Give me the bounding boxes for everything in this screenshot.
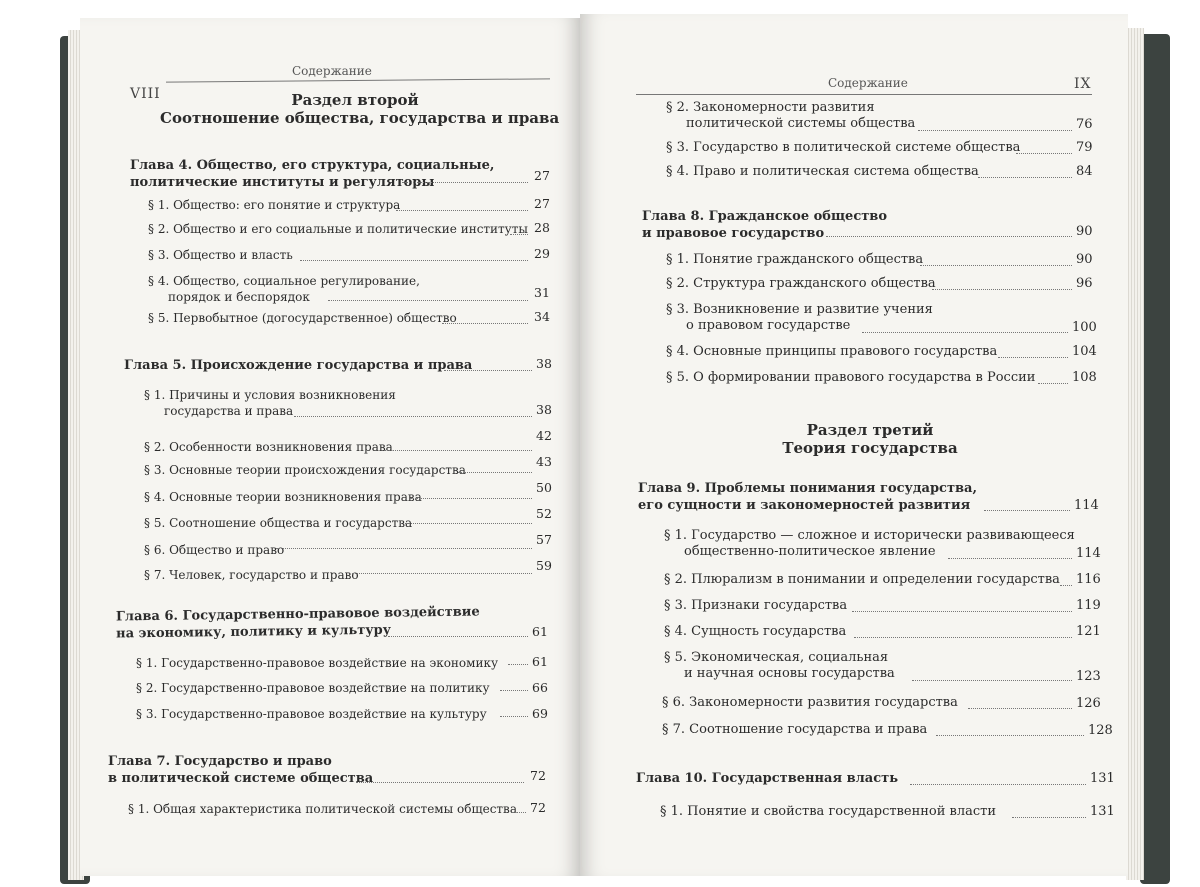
toc-item: § 2. Плюрализм в понимании и определении государства xyxy=(664,572,1060,587)
toc-item: § 4. Общество, социальное регулирование, порядок и беспорядок xyxy=(148,274,420,304)
leader-dots xyxy=(510,234,528,235)
page-number: 38 xyxy=(536,356,552,371)
toc-item: § 3. Возникновение и развитие учения о правовом государстве xyxy=(666,302,933,333)
page-number: 34 xyxy=(534,309,550,324)
leader-dots xyxy=(912,680,1072,681)
leader-dots xyxy=(998,357,1068,358)
toc-item: § 5. О формировании правового государства в России xyxy=(666,370,1036,385)
page-number: 123 xyxy=(1076,669,1101,684)
toc-item: § 1. Государство — сложное и исторически развивающееся общественно-политическое явление xyxy=(664,528,1075,559)
page-number: 27 xyxy=(534,196,550,211)
page-number: 29 xyxy=(534,246,550,261)
page-number: 100 xyxy=(1072,320,1097,335)
page-number: 131 xyxy=(1090,771,1115,786)
page-number: 31 xyxy=(534,285,550,300)
page-number: 50 xyxy=(536,480,552,495)
folio: VIII xyxy=(130,86,161,102)
leader-dots xyxy=(356,782,524,783)
leader-dots xyxy=(910,784,1086,785)
leader-dots xyxy=(388,636,528,637)
toc-item: § 1. Общество: его понятие и структура xyxy=(148,198,401,212)
toc-item: § 2. Закономерности развития политической системы общества xyxy=(666,100,916,131)
page-number: 108 xyxy=(1072,370,1097,385)
toc-item: § 1. Общая характеристика политической системы общества xyxy=(128,802,517,816)
toc-item: § 7. Соотношение государства и права xyxy=(662,722,928,737)
toc-item: § 3. Государство в политической системе общества xyxy=(666,140,1021,155)
toc-item: § 7. Человек, государство и право xyxy=(144,568,359,582)
leader-dots xyxy=(442,323,528,324)
toc-item: § 1. Причины и условия возникновения государства и права xyxy=(144,388,396,418)
leader-dots xyxy=(500,690,528,691)
leader-dots xyxy=(968,708,1072,709)
page-number: 72 xyxy=(530,800,546,815)
leader-dots xyxy=(458,472,532,473)
page-number: 61 xyxy=(532,654,548,669)
page-number: 69 xyxy=(532,706,548,721)
leader-dots xyxy=(1016,153,1072,154)
toc-item: § 4. Сущность государства xyxy=(664,624,847,639)
leader-dots xyxy=(862,332,1068,333)
leader-dots xyxy=(854,637,1072,638)
leader-dots xyxy=(852,611,1072,612)
page-number: 128 xyxy=(1088,723,1113,738)
leader-dots xyxy=(300,260,528,261)
toc-item: § 3. Общество и власть xyxy=(148,248,293,262)
leader-dots xyxy=(978,177,1072,178)
chapter-heading: Глава 6. Государственно-правовое воздействие на экономику, политику и культуру xyxy=(115,604,480,642)
leader-dots xyxy=(932,289,1072,290)
section-label: Раздел второй xyxy=(291,91,419,109)
toc-item: § 1. Понятие гражданского общества xyxy=(666,252,924,267)
section-title: Теория государства xyxy=(782,439,958,457)
leader-dots xyxy=(500,716,528,717)
section-label: Раздел третий xyxy=(806,421,934,439)
leader-dots xyxy=(1060,585,1072,586)
page-number: 84 xyxy=(1076,164,1093,179)
leader-dots xyxy=(384,450,532,451)
leader-dots xyxy=(920,265,1072,266)
page-number: 131 xyxy=(1090,804,1115,819)
section-heading xyxy=(160,91,560,127)
leader-dots xyxy=(396,210,528,211)
leader-dots xyxy=(352,573,532,574)
page-number: 90 xyxy=(1076,224,1093,239)
page-number: 104 xyxy=(1072,344,1097,359)
page-number: 28 xyxy=(534,220,550,235)
toc-item: § 4. Право и политическая система общества xyxy=(666,164,979,179)
toc-item: § 5. Экономическая, социальная и научная основы государства xyxy=(664,650,895,681)
page-number: 52 xyxy=(536,506,552,521)
page-number: 27 xyxy=(534,168,550,183)
left-page xyxy=(80,18,580,876)
chapter-heading: Глава 9. Проблемы понимания государства, его сущности и закономерностей развития xyxy=(638,481,977,513)
page-number: 116 xyxy=(1076,572,1101,587)
toc-item: § 1. Государственно-правовое воздействие на экономику xyxy=(136,656,499,670)
book-cover-right xyxy=(1140,34,1170,884)
page-number: 42 xyxy=(536,428,552,443)
page-number: 57 xyxy=(536,532,552,547)
toc-item: § 3. Государственно-правовое воздействие на культуру xyxy=(136,707,487,721)
section-title: Соотношение общества, государства и права xyxy=(160,109,560,127)
leader-dots xyxy=(1012,817,1086,818)
page-number: 38 xyxy=(536,402,552,417)
page-number: 43 xyxy=(536,454,552,469)
leader-dots xyxy=(294,416,532,417)
toc-item: § 6. Закономерности развития государства xyxy=(662,695,958,710)
toc-item: § 2. Особенности возникновения права xyxy=(144,440,393,454)
leader-dots xyxy=(276,548,532,549)
page-number: 72 xyxy=(530,768,546,783)
header-rule xyxy=(166,78,550,82)
chapter-heading: Глава 5. Происхождение государства и права xyxy=(124,358,473,373)
leader-dots xyxy=(984,510,1070,511)
chapter-heading: Глава 8. Гражданское общество и правовое государство xyxy=(642,209,887,241)
toc-item: § 3. Признаки государства xyxy=(664,598,848,613)
page-number: 61 xyxy=(532,624,548,639)
section-heading xyxy=(640,421,1100,457)
toc-item: § 4. Основные теории возникновения права xyxy=(144,490,422,504)
toc-item: § 4. Основные принципы правового государства xyxy=(666,344,998,359)
leader-dots xyxy=(1038,383,1068,384)
header-rule xyxy=(636,94,1092,95)
leader-dots xyxy=(328,300,528,301)
page-number: 76 xyxy=(1076,117,1093,132)
leader-dots xyxy=(936,735,1084,736)
toc-item: § 2. Структура гражданского общества xyxy=(666,276,936,291)
leader-dots xyxy=(948,558,1072,559)
page-number: 59 xyxy=(536,558,552,573)
chapter-heading: Глава 7. Государство и право в политической системе общества xyxy=(108,754,374,786)
running-head: Содержание xyxy=(828,76,908,90)
leader-dots xyxy=(508,664,528,665)
toc-item: § 5. Соотношение общества и государства xyxy=(144,516,413,530)
folio: IX xyxy=(1074,76,1092,92)
toc-item: § 6. Общество и право xyxy=(144,543,285,557)
toc-item: § 5. Первобытное (догосударственное) общество xyxy=(148,311,457,325)
toc-item: § 2. Общество и его социальные и политические институты xyxy=(148,222,528,236)
leader-dots xyxy=(402,182,528,183)
chapter-heading: Глава 10. Государственная власть xyxy=(636,771,899,786)
page-number: 79 xyxy=(1076,140,1093,155)
toc-item: § 1. Понятие и свойства государственной власти xyxy=(660,804,996,819)
leader-dots xyxy=(410,498,532,499)
page-number: 66 xyxy=(532,680,548,695)
leader-dots xyxy=(826,236,1072,237)
page-number: 96 xyxy=(1076,276,1093,291)
chapter-heading: Глава 4. Общество, его структура, социальные, политические институты и регуляторы xyxy=(130,158,495,190)
page-number: 121 xyxy=(1076,624,1101,639)
page-number: 126 xyxy=(1076,696,1101,711)
running-head: Содержание xyxy=(292,64,372,78)
leader-dots xyxy=(444,370,532,371)
page-number: 119 xyxy=(1076,598,1101,613)
leader-dots xyxy=(918,130,1072,131)
leader-dots xyxy=(512,812,526,813)
page-edges-right xyxy=(1126,28,1144,880)
toc-item: § 2. Государственно-правовое воздействие на политику xyxy=(136,681,490,695)
right-page xyxy=(580,14,1128,876)
page-number: 114 xyxy=(1076,546,1101,561)
leader-dots xyxy=(400,523,532,524)
page-number: 114 xyxy=(1074,498,1099,513)
toc-item: § 3. Основные теории происхождения государства xyxy=(144,463,466,477)
page-number: 90 xyxy=(1076,252,1093,267)
